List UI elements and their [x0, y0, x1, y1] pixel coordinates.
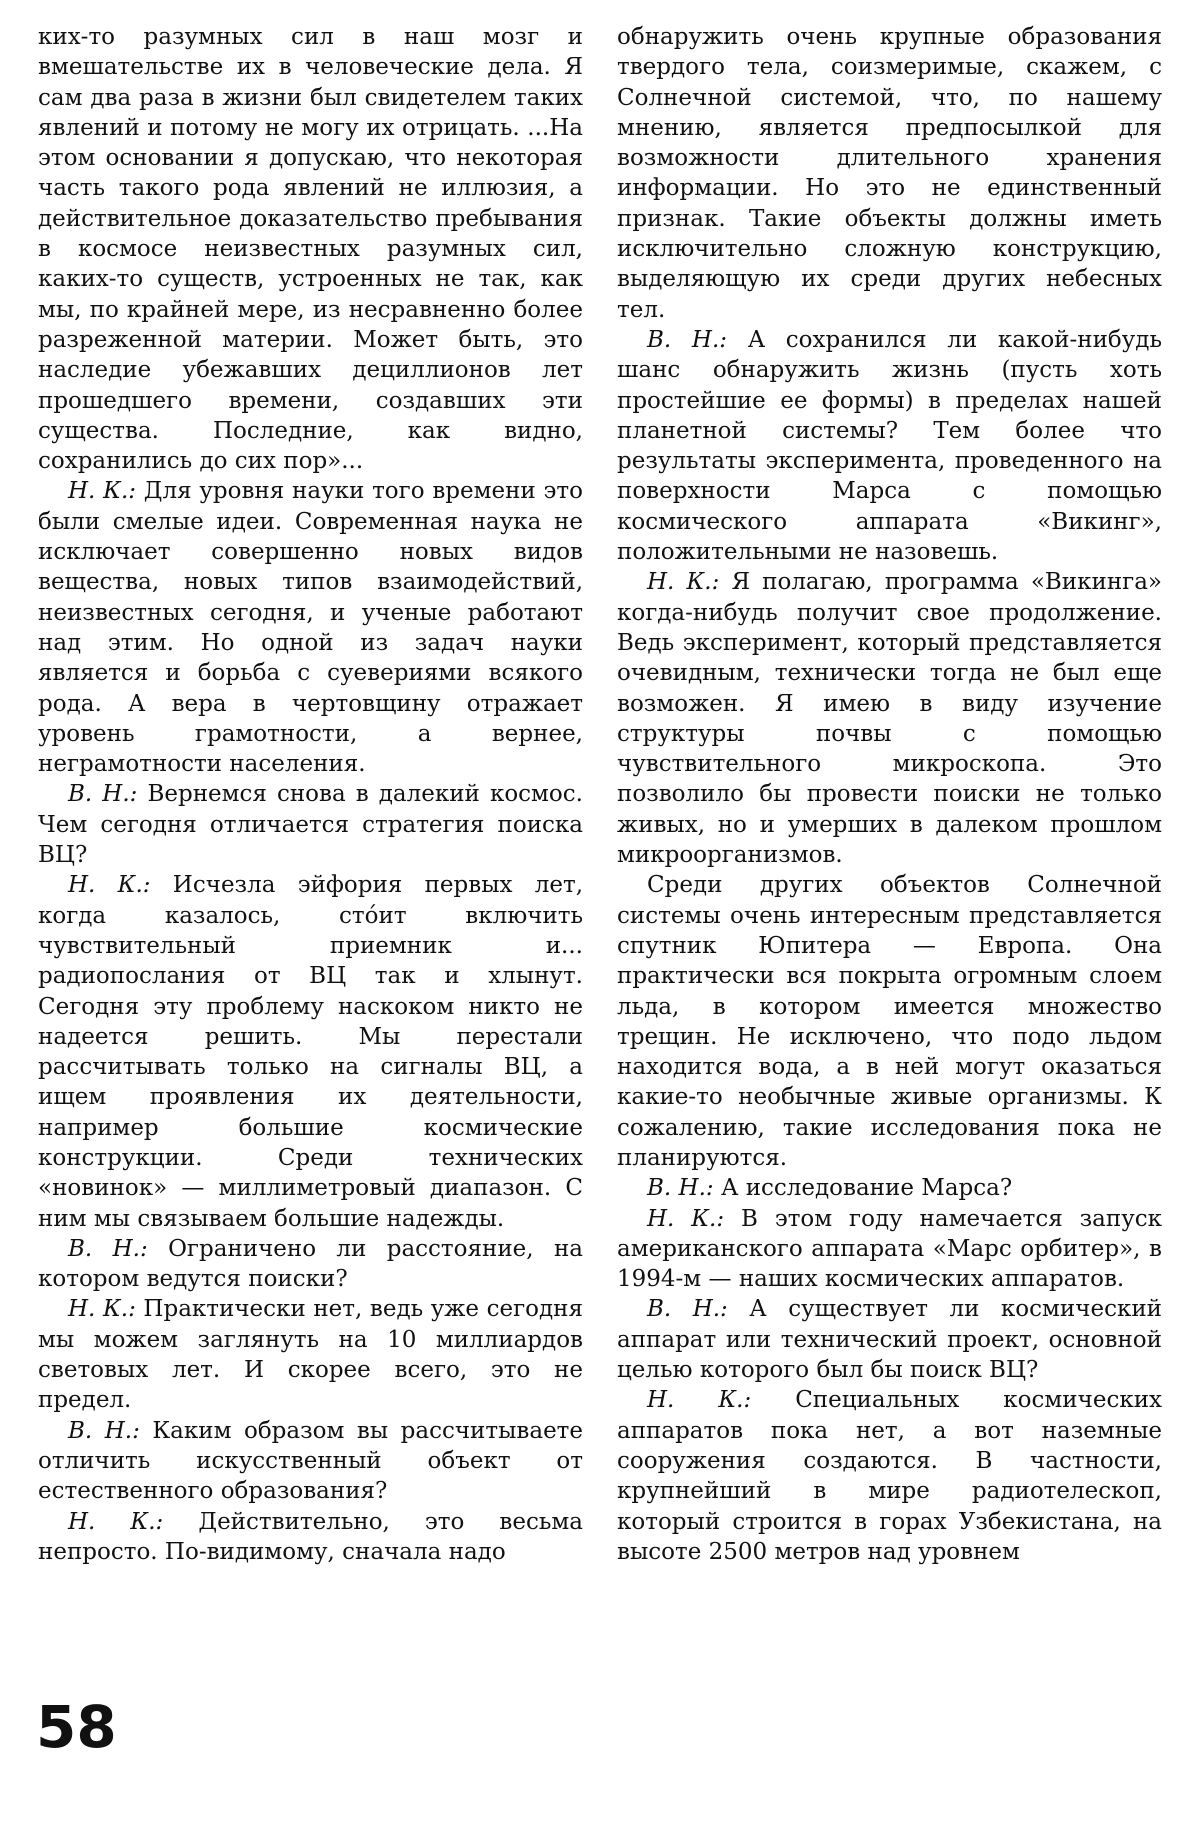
paragraph-text: Ограничено ли расстояние, на котором ведутся поиски? [38, 1235, 583, 1293]
paragraph-text: Действительно, это весьма непросто. По-видимому, сначала надо [38, 1508, 584, 1565]
paragraph-text: В этом году намечается запуск американского аппарата «Марс орбитер», в 1994-м — наших космических аппаратов. [617, 1205, 1162, 1293]
paragraph-text: Исчезла эйфория первых лет, когда казалось, сто́ит включить чувствительный приемник и... радиопослания от ВЦ так и хлынут. Сегодня эту проблему наскоком никто не надеется решить. Мы перестали рассчитывать только на сигналы ВЦ, а ищем проявления их деятельности, например большие космические конструкции. Среди технических «новинок» — миллиметровый диапазон. С ним мы связываем большие надежды. [38, 872, 584, 1232]
paragraph [617, 22, 1162, 325]
paragraph-text: А сохранился ли какой-нибудь шанс обнаружить жизнь (пусть хоть простейшие ее формы) в пределах нашей планетной системы? Тем более что результаты эксперимента, проведенного на поверхности Марса с помощью космического аппарата «Викинг», положительными не назовешь. [617, 326, 1162, 566]
paragraph [617, 1173, 1162, 1203]
paragraph [617, 1294, 1162, 1385]
paragraph [38, 1294, 583, 1415]
paragraph-text: ких-то разумных сил в наш мозг и вмешательстве их в человеческие дела. Я сам два раза в жизни был свидетелем таких явлений и потому не могу их отрицать. ...На этом основании я допускаю, что некоторая часть такого рода явлений не иллюзия, а действительное доказательство пребывания в космосе неизвестных разумных сил, каких-то существ, устроенных не так, как мы, по крайней мере, из несравненно более разреженной материи. Может быть, это наследие убежавших дециллионов лет прошедшего времени, создавших эти существа. Последние, как видно, сохранились до сих пор»... [38, 24, 583, 475]
speaker-label: Н. К.: [68, 478, 136, 505]
paragraph [617, 1204, 1162, 1295]
left-column [38, 22, 583, 1567]
speaker-label: Н. К.: [68, 1296, 136, 1323]
paragraph [38, 1234, 583, 1295]
paragraph [617, 567, 1162, 870]
paragraph [617, 325, 1162, 567]
paragraph [617, 870, 1162, 1173]
speaker-label: В. Н.: [647, 1296, 728, 1323]
speaker-label: Н. К.: [647, 1387, 752, 1414]
paragraph-text: А исследование Марса? [720, 1175, 1013, 1202]
speaker-label: В. Н.: [68, 781, 138, 808]
paragraph [617, 1385, 1162, 1567]
speaker-label: В. Н.: [647, 326, 728, 353]
paragraph-text: Для уровня науки того времени это были смелые идеи. Современная наука не исключает совершенно новых видов вещества, новых типов взаимодействий, неизвестных сегодня, и ученые работают над этим. Но одной из задач науки является и борьба с суевериями всякого рода. А вера в чертовщину отражает уровень грамотности, а вернее, неграмотности населения. [38, 478, 583, 778]
paragraph-text: Специальных космических аппаратов пока нет, а вот наземные сооружения создаются. В частности, крупнейший в мире радиотелескоп, который строится в горах Узбекистана, на высоте 2500 метров над уровнем [617, 1387, 1162, 1565]
paragraph-text: обнаружить очень крупные образования твердого тела, соизмеримые, скажем, с Солнечной системой, что, по нашему мнению, является предпосылкой для возможности длительного хранения информации. Но это не единственный признак. Такие объекты должны иметь исключительно сложную конструкцию, выделяющую их среди других небесных тел. [617, 24, 1162, 323]
paragraph-text: Каким образом вы рассчитываете отличить искусственный объект от естественного образования? [38, 1417, 584, 1505]
paragraph [38, 870, 583, 1234]
paragraph [38, 22, 583, 476]
speaker-label: В. Н.: [68, 1417, 140, 1444]
speaker-label: В. Н.: [647, 1175, 714, 1202]
paragraph-text: Практически нет, ведь уже сегодня мы можем заглянуть на 10 миллиардов световых лет. И скорее всего, это не предел. [38, 1296, 584, 1414]
speaker-label: В. Н.: [68, 1235, 148, 1262]
paragraph [38, 476, 583, 779]
right-column [617, 22, 1162, 1567]
paragraph [38, 779, 583, 870]
paragraph-text: Вернемся снова в далекий космос. Чем сегодня отличается стратегия поиска ВЦ? [38, 781, 583, 869]
speaker-label: Н. К.: [68, 1508, 164, 1535]
paragraph-text: Среди других объектов Солнечной системы очень интересным представляется спутник Юпитера — Европа. Она практически вся покрыта огромным слоем льда, в котором имеется множество трещин. Не исключено, что подо льдом находится вода, а в ней могут оказаться какие-то необычные живые организмы. К сожалению, такие исследования пока не планируются. [617, 872, 1162, 1171]
paragraph-text: Я полагаю, программа «Викинга» когда-нибудь получит свое продолжение. Ведь эксперимент, который представляется очевидным, технически тогда не был еще возможен. Я имею в виду изучение структуры почвы с помощью чувствительного микроскопа. Это позволило бы провести поиски не только живых, но и умерших в далеком прошлом микроорганизмов. [617, 569, 1162, 869]
paragraph [38, 1507, 583, 1568]
speaker-label: Н. К.: [68, 872, 151, 899]
speaker-label: Н. К.: [647, 1205, 725, 1232]
paragraph [38, 1416, 583, 1507]
page-number: 58 [36, 1693, 117, 1761]
paragraph-text: А существует ли космический аппарат или технический проект, основной целью которого был бы поиск ВЦ? [617, 1296, 1162, 1384]
speaker-label: Н. К.: [647, 569, 720, 596]
